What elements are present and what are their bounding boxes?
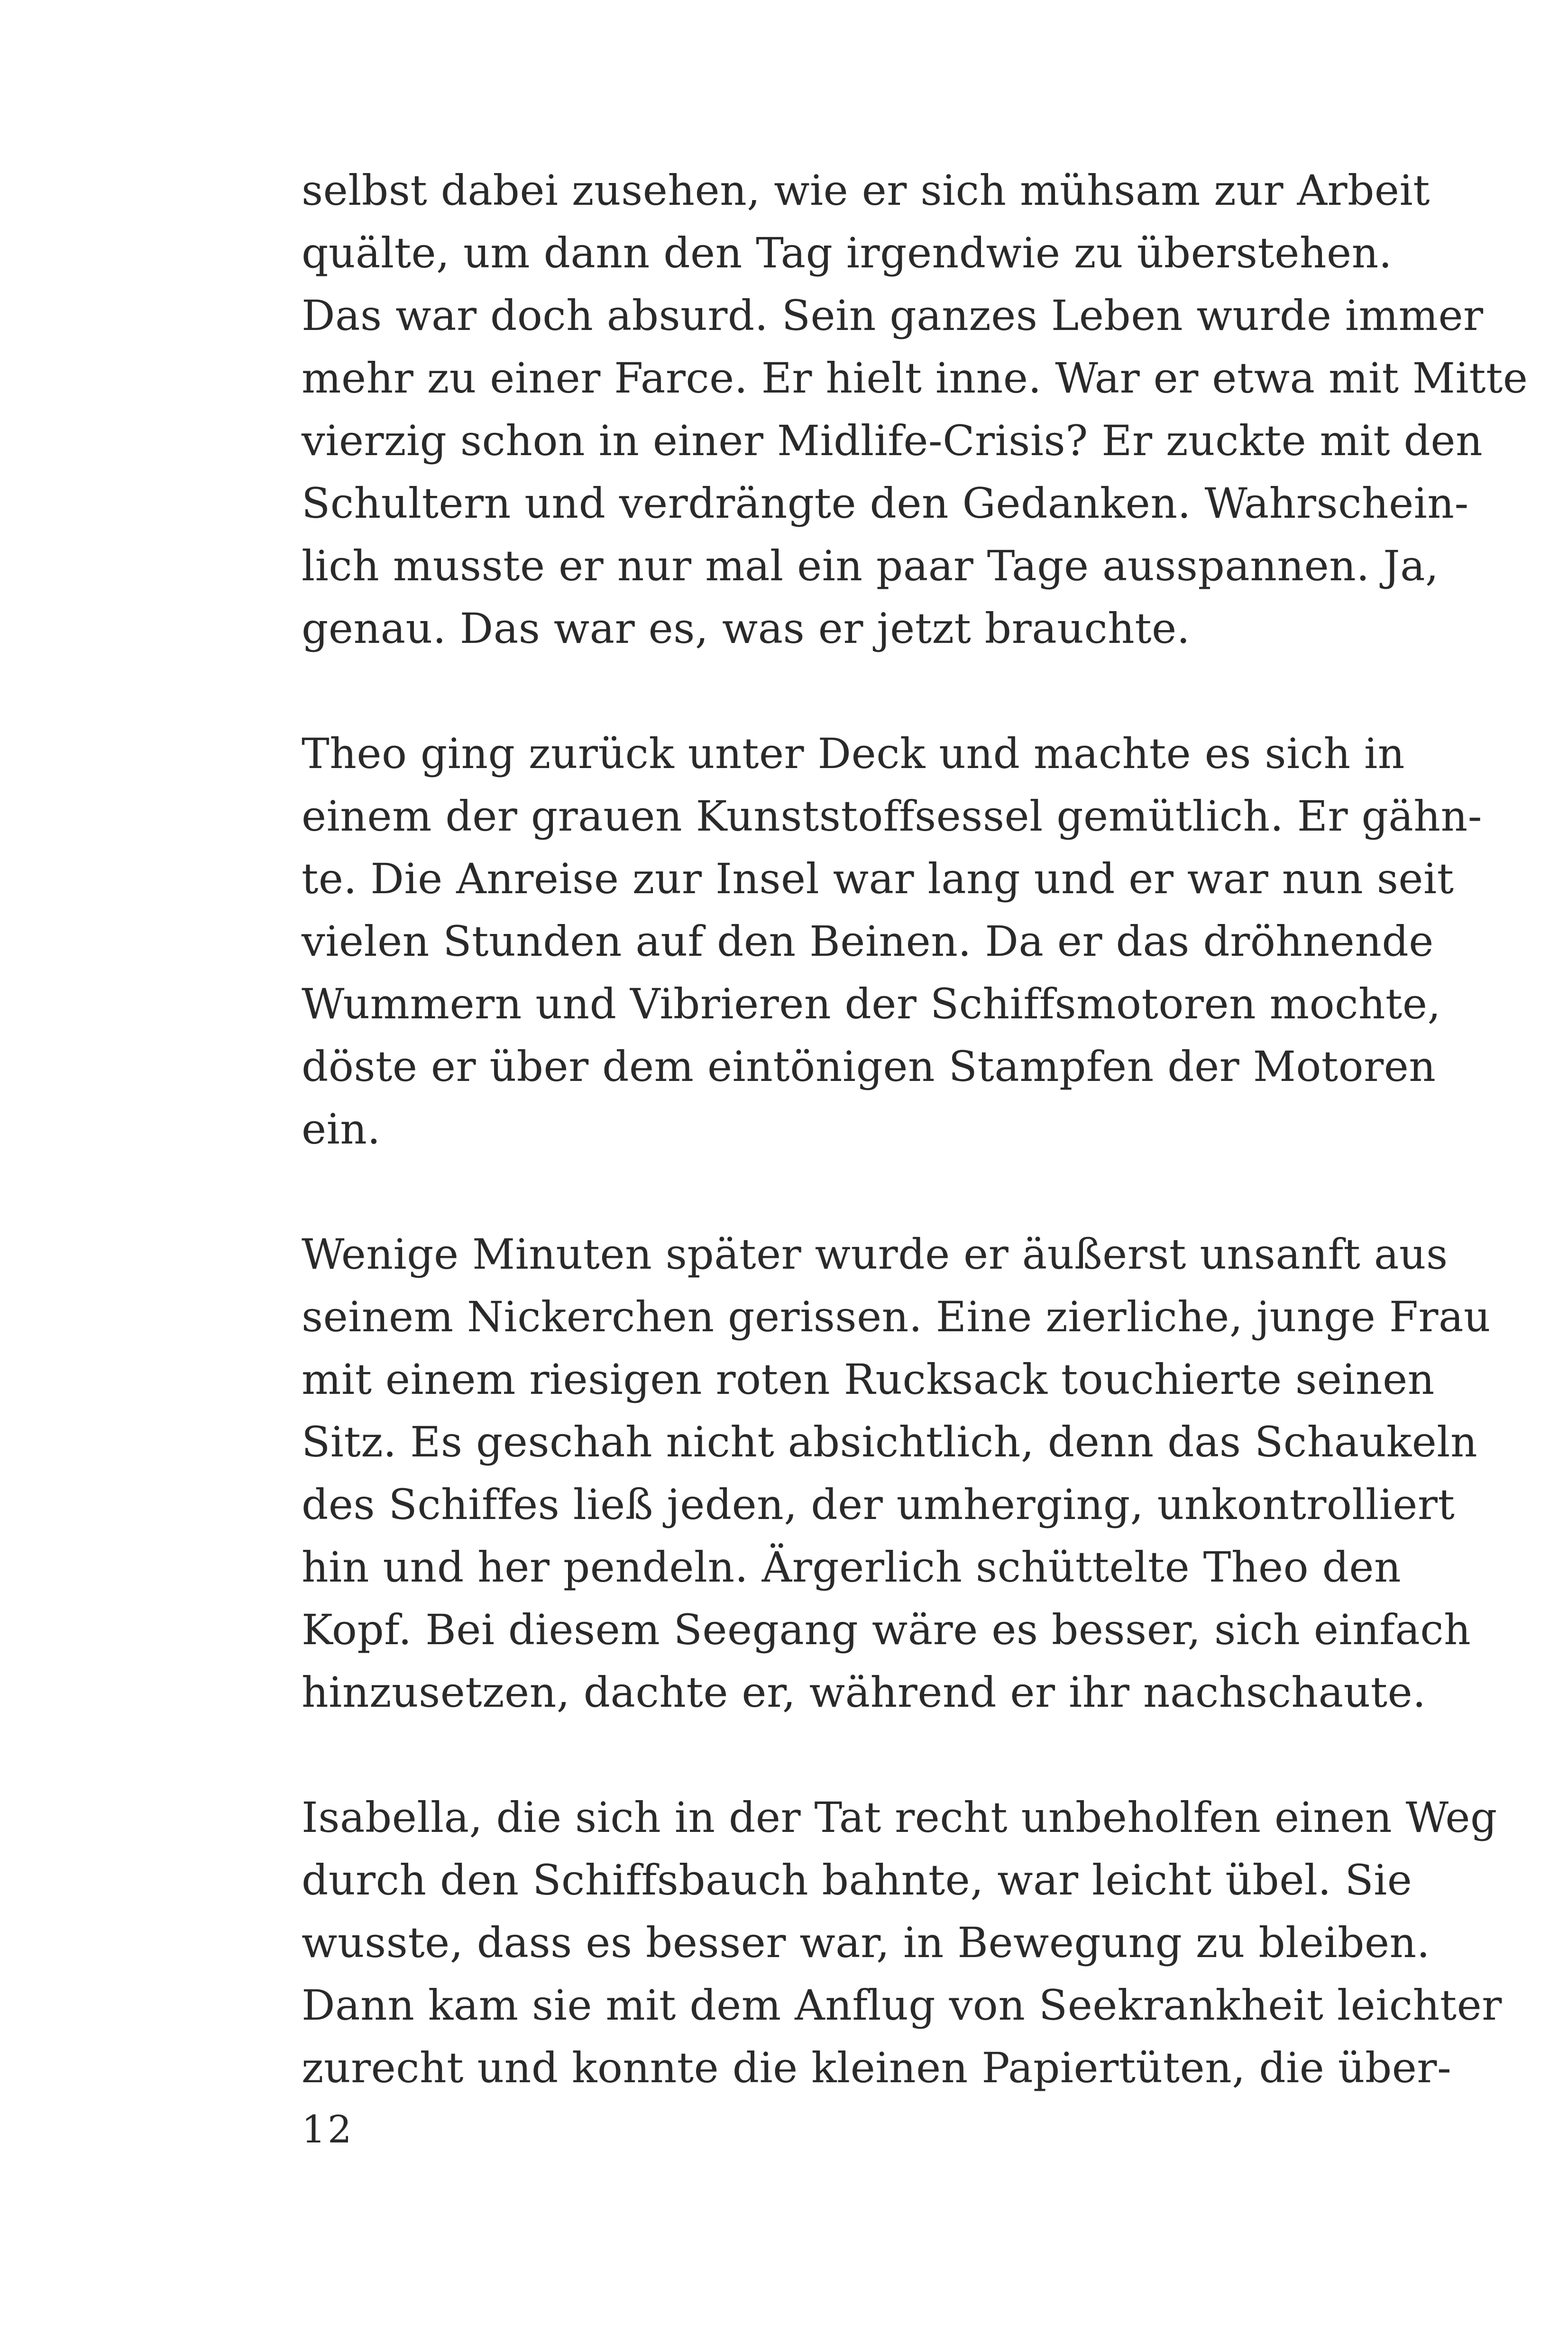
text-line: Wummern und Vibrieren der Schiffsmotoren mochte, bbox=[302, 979, 1441, 1028]
paragraph-1 bbox=[302, 159, 1528, 660]
paragraph-2 bbox=[302, 723, 1482, 1161]
paragraph-3 bbox=[302, 1223, 1491, 1724]
text-line: genau. Das war es, was er jetzt brauchte. bbox=[302, 604, 1191, 653]
text-line: lich musste er nur mal ein paar Tage ausspannen. Ja, bbox=[302, 541, 1439, 590]
text-line: mit einem riesigen roten Rucksack touchierte seinen bbox=[302, 1355, 1435, 1404]
text-line: Isabella, die sich in der Tat recht unbeholfen einen Weg bbox=[302, 1793, 1497, 1842]
text-line: quälte, um dann den Tag irgendwie zu überstehen. bbox=[302, 229, 1393, 277]
text-line: einem der grauen Kunststoffsessel gemütlich. Er gähn- bbox=[302, 792, 1482, 841]
paragraph-4 bbox=[302, 1786, 1502, 2099]
text-line: hin und her pendeln. Ärgerlich schüttelte Theo den bbox=[302, 1543, 1402, 1592]
text-line: te. Die Anreise zur Insel war lang und er war nun seit bbox=[302, 854, 1454, 903]
text-line: Sitz. Es geschah nicht absichtlich, denn das Schaukeln bbox=[302, 1418, 1478, 1466]
text-line: ein. bbox=[302, 1105, 381, 1153]
paragraph-gap bbox=[302, 1161, 1309, 1223]
text-line: vielen Stunden auf den Beinen. Da er das dröhnende bbox=[302, 917, 1434, 966]
page-number: 12 bbox=[302, 2107, 354, 2151]
text-line: Dann kam sie mit dem Anflug von Seekrankheit leichter bbox=[302, 1981, 1502, 2030]
text-line: Wenige Minuten später wurde er äußerst unsanft aus bbox=[302, 1230, 1448, 1279]
text-line: hinzusetzen, dachte er, während er ihr nachschaute. bbox=[302, 1668, 1426, 1717]
body-text bbox=[302, 159, 1528, 2099]
paragraph-gap bbox=[302, 660, 1309, 723]
text-line: selbst dabei zusehen, wie er sich mühsam zur Arbeit bbox=[302, 166, 1430, 215]
text-line: seinem Nickerchen gerissen. Eine zierliche, junge Frau bbox=[302, 1292, 1491, 1341]
paragraph-gap bbox=[302, 1724, 1309, 1786]
text-line: Theo ging zurück unter Deck und machte es sich in bbox=[302, 729, 1405, 778]
text-line: des Schiffes ließ jeden, der umherging, unkontrolliert bbox=[302, 1480, 1455, 1529]
text-line: döste er über dem eintönigen Stampfen der Motoren bbox=[302, 1042, 1436, 1091]
text-line: Das war doch absurd. Sein ganzes Leben wurde immer bbox=[302, 291, 1484, 340]
text-line: vierzig schon in einer Midlife-Crisis? Er zuckte mit den bbox=[302, 416, 1483, 465]
text-line: Schultern und verdrängte den Gedanken. Wahrschein- bbox=[302, 479, 1469, 528]
text-line: mehr zu einer Farce. Er hielt inne. War er etwa mit Mitte bbox=[302, 354, 1528, 403]
text-line: Kopf. Bei diesem Seegang wäre es besser, sich einfach bbox=[302, 1605, 1471, 1654]
text-line: durch den Schiffsbauch bahnte, war leicht übel. Sie bbox=[302, 1856, 1412, 1904]
text-line: wusste, dass es besser war, in Bewegung zu bleiben. bbox=[302, 1918, 1430, 1967]
text-line: zurecht und konnte die kleinen Papiertüten, die über- bbox=[302, 2043, 1452, 2092]
